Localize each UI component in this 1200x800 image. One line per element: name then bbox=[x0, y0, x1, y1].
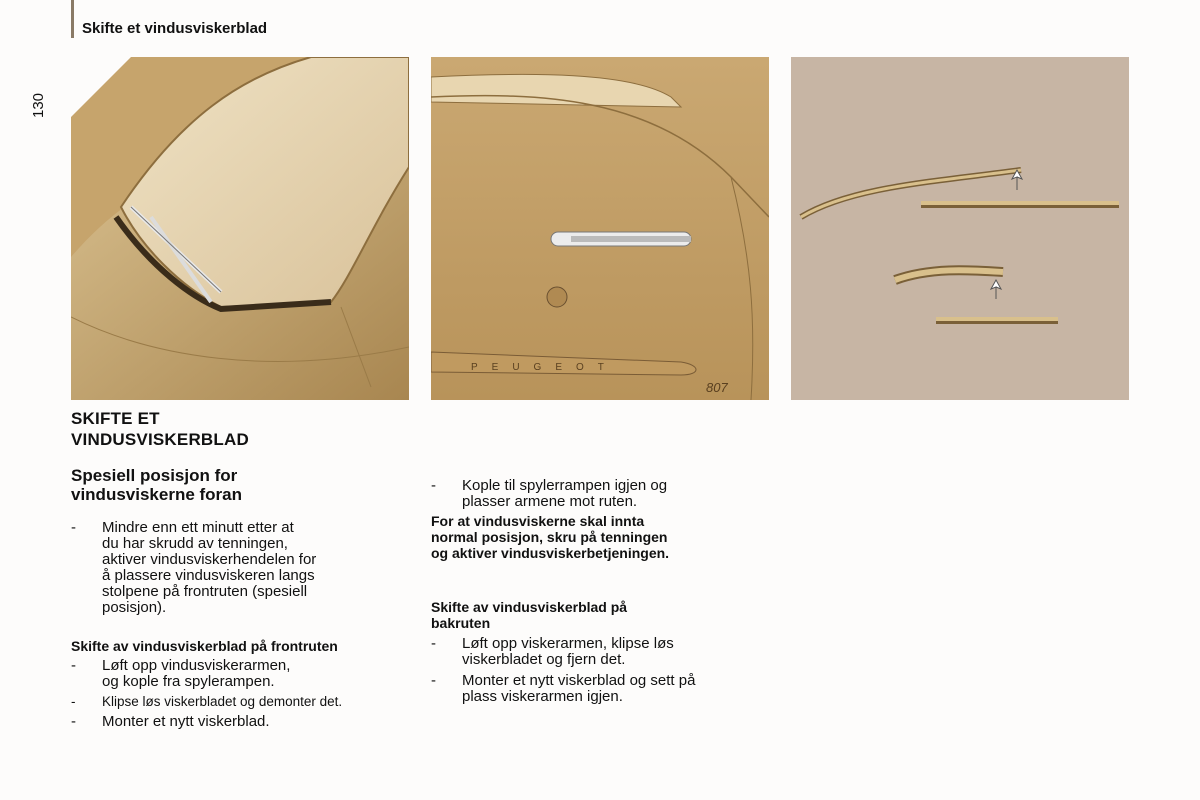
front-steps-list bbox=[71, 658, 416, 730]
front-heading: Skifte av vindusviskerblad på frontruten bbox=[71, 638, 338, 654]
note-text: For at vindusviskerne skal innta normal posisjon, skru på tenningen og aktiver vindusviskerbetjeningen. bbox=[431, 513, 670, 561]
wiper-blades-figure bbox=[791, 57, 1129, 400]
rear-heading: Skifte av vindusviskerblad på bakruten bbox=[431, 599, 628, 631]
list-item: - Mindre enn ett minutt etter at du har skrudd av tenningen, aktiver vindusviskerhendelen for å plassere vindusviskeren langs stolpene på frontruten (spesiell posisjon). bbox=[71, 519, 317, 616]
list-item: - Løft opp viskerarmen, klipse løs viskerbladet og fjern det. bbox=[431, 635, 674, 668]
front-windshield-figure bbox=[71, 57, 409, 400]
list-item: - Klipse løs viskerbladet og demonter det. bbox=[71, 694, 343, 709]
right-column bbox=[431, 478, 776, 705]
header-bar bbox=[71, 0, 74, 38]
left-column bbox=[71, 408, 416, 730]
page-number: 130 bbox=[30, 92, 47, 118]
rear-window-figure bbox=[431, 57, 769, 400]
rear-badge-text: PEUGEOT bbox=[471, 362, 618, 373]
list-item: - Monter et nytt viskerblad og sett på plass viskerarmen igjen. bbox=[431, 672, 696, 705]
page-header-title: Skifte et vindusviskerblad bbox=[82, 20, 268, 37]
rear-model-text: 807 bbox=[706, 380, 728, 395]
list-item: - Monter et nytt viskerblad. bbox=[71, 713, 270, 730]
list-item: - Kople til spylerrampen igjen og plasser armene mot ruten. bbox=[431, 477, 668, 510]
intro-list bbox=[71, 520, 416, 616]
subsection-title: Spesiell posisjon for vindusviskerne foran bbox=[71, 466, 243, 504]
reconnect-list bbox=[431, 478, 776, 510]
section-title: SKIFTE ET VINDUSVISKERBLAD bbox=[71, 409, 249, 449]
list-item: - Løft opp vindusviskerarmen, og kople fra spylerampen. bbox=[71, 657, 291, 690]
rear-steps-list bbox=[431, 636, 776, 705]
